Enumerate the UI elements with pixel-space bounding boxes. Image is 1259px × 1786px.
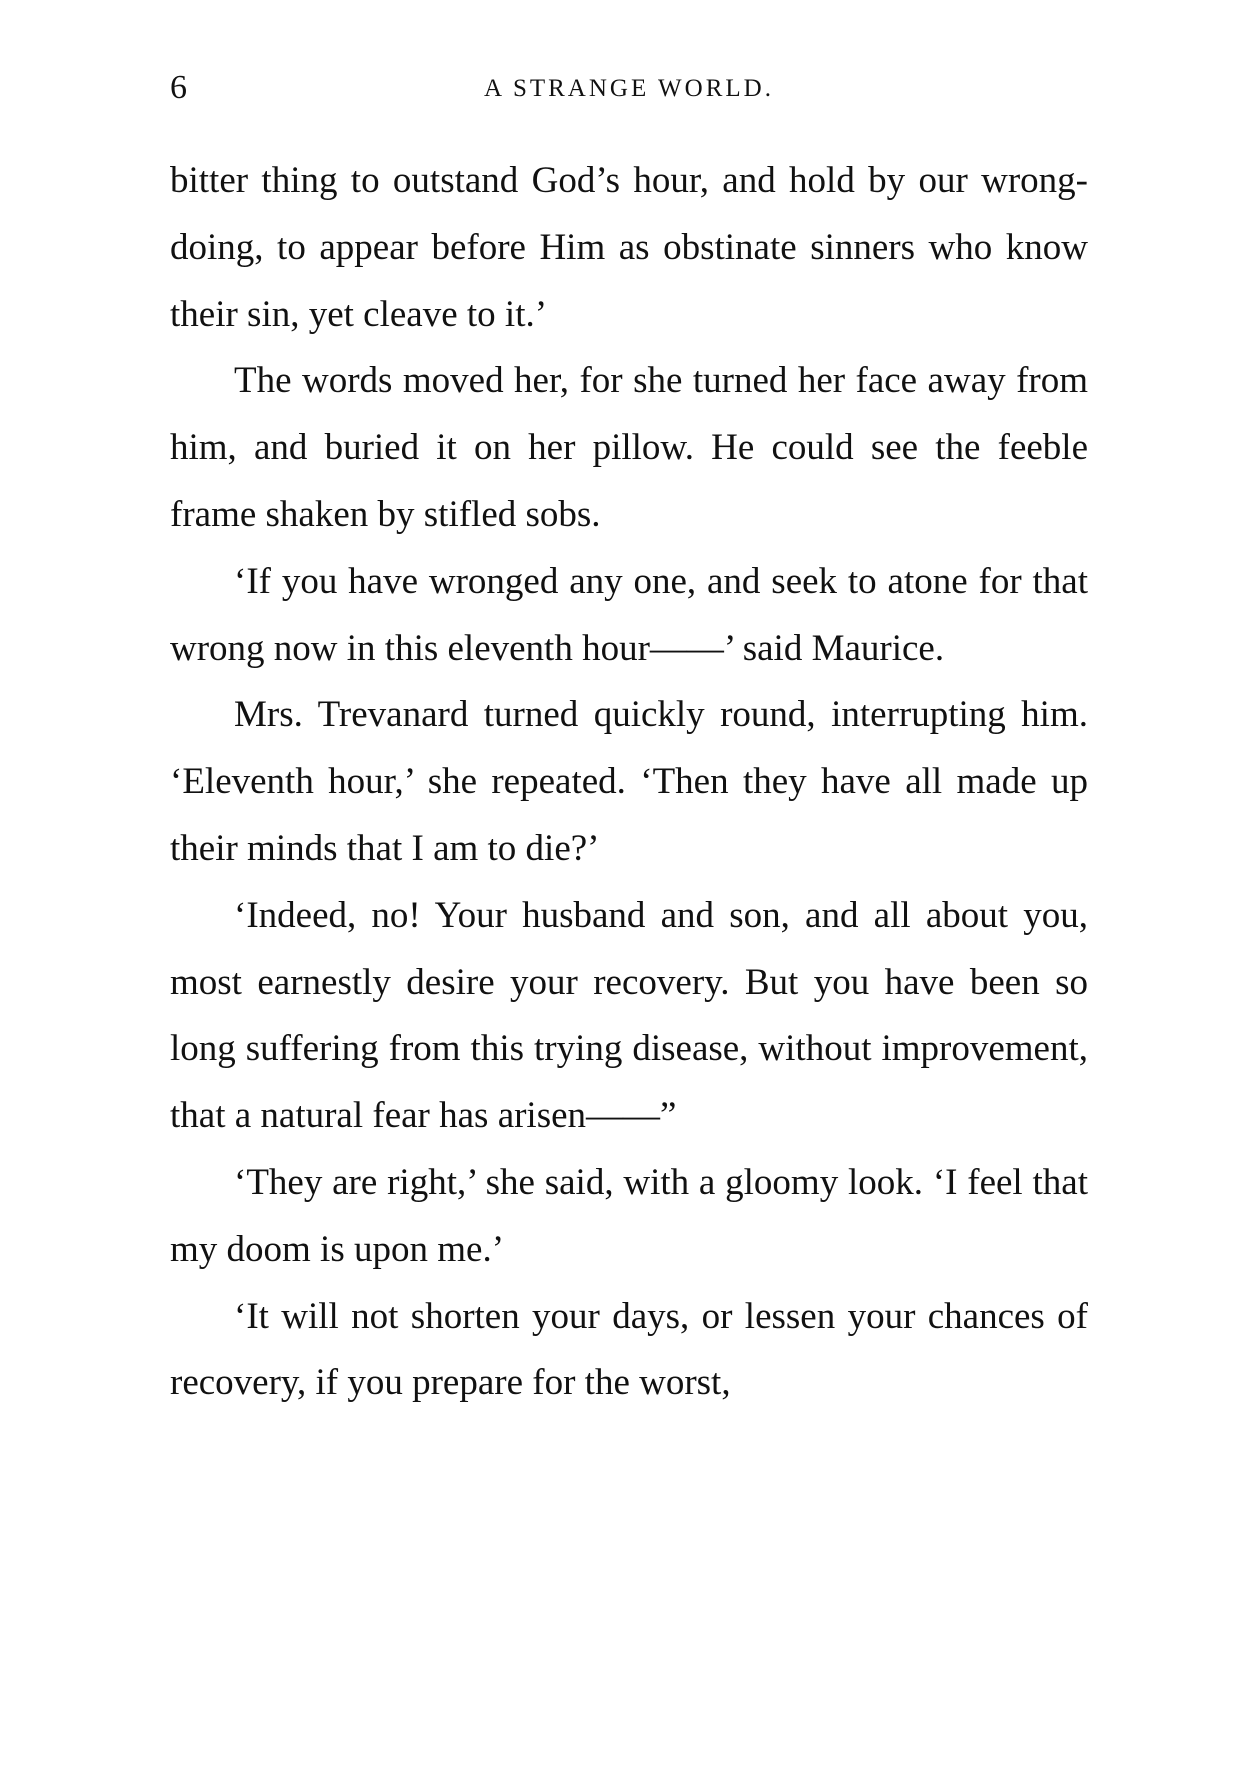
running-title: A STRANGE WORLD. bbox=[484, 75, 774, 102]
page-header bbox=[170, 68, 1088, 108]
paragraph: The words moved her, for she turned her face away from him, and buried it on her pillow. He could see the feeble frame shaken by stifled sobs. bbox=[170, 360, 1088, 535]
paragraph: ‘They are right,’ she said, with a gloomy look. ‘I feel that my doom is upon me.’ bbox=[170, 1161, 1088, 1270]
paragraph: ‘If you have wronged any one, and seek to atone for that wrong now in this eleventh hour——’ said Maurice. bbox=[170, 560, 1088, 669]
paragraph: ‘It will not shorten your days, or lessen your chances of recovery, if you prepare for the worst, bbox=[170, 1295, 1088, 1404]
paragraph: Mrs. Trevanard turned quickly round, interrupting him. ‘Eleventh hour,’ she repeated. ‘Then they have all made up their minds that I am to die?’ bbox=[170, 694, 1088, 869]
body-text bbox=[170, 148, 1088, 1417]
page-number: 6 bbox=[170, 69, 187, 106]
paragraph-continuation: bitter thing to outstand God’s hour, and hold by our wrong-doing, to appear before Him as obstinate sinners who know their sin, yet cleave to it.’ bbox=[170, 160, 1088, 335]
paragraph: ‘Indeed, no! Your husband and son, and all about you, most earnestly desire your recovery. But you have been so long suffering from this trying disease, without improvement, that a natural fear has arisen——” bbox=[170, 894, 1088, 1137]
